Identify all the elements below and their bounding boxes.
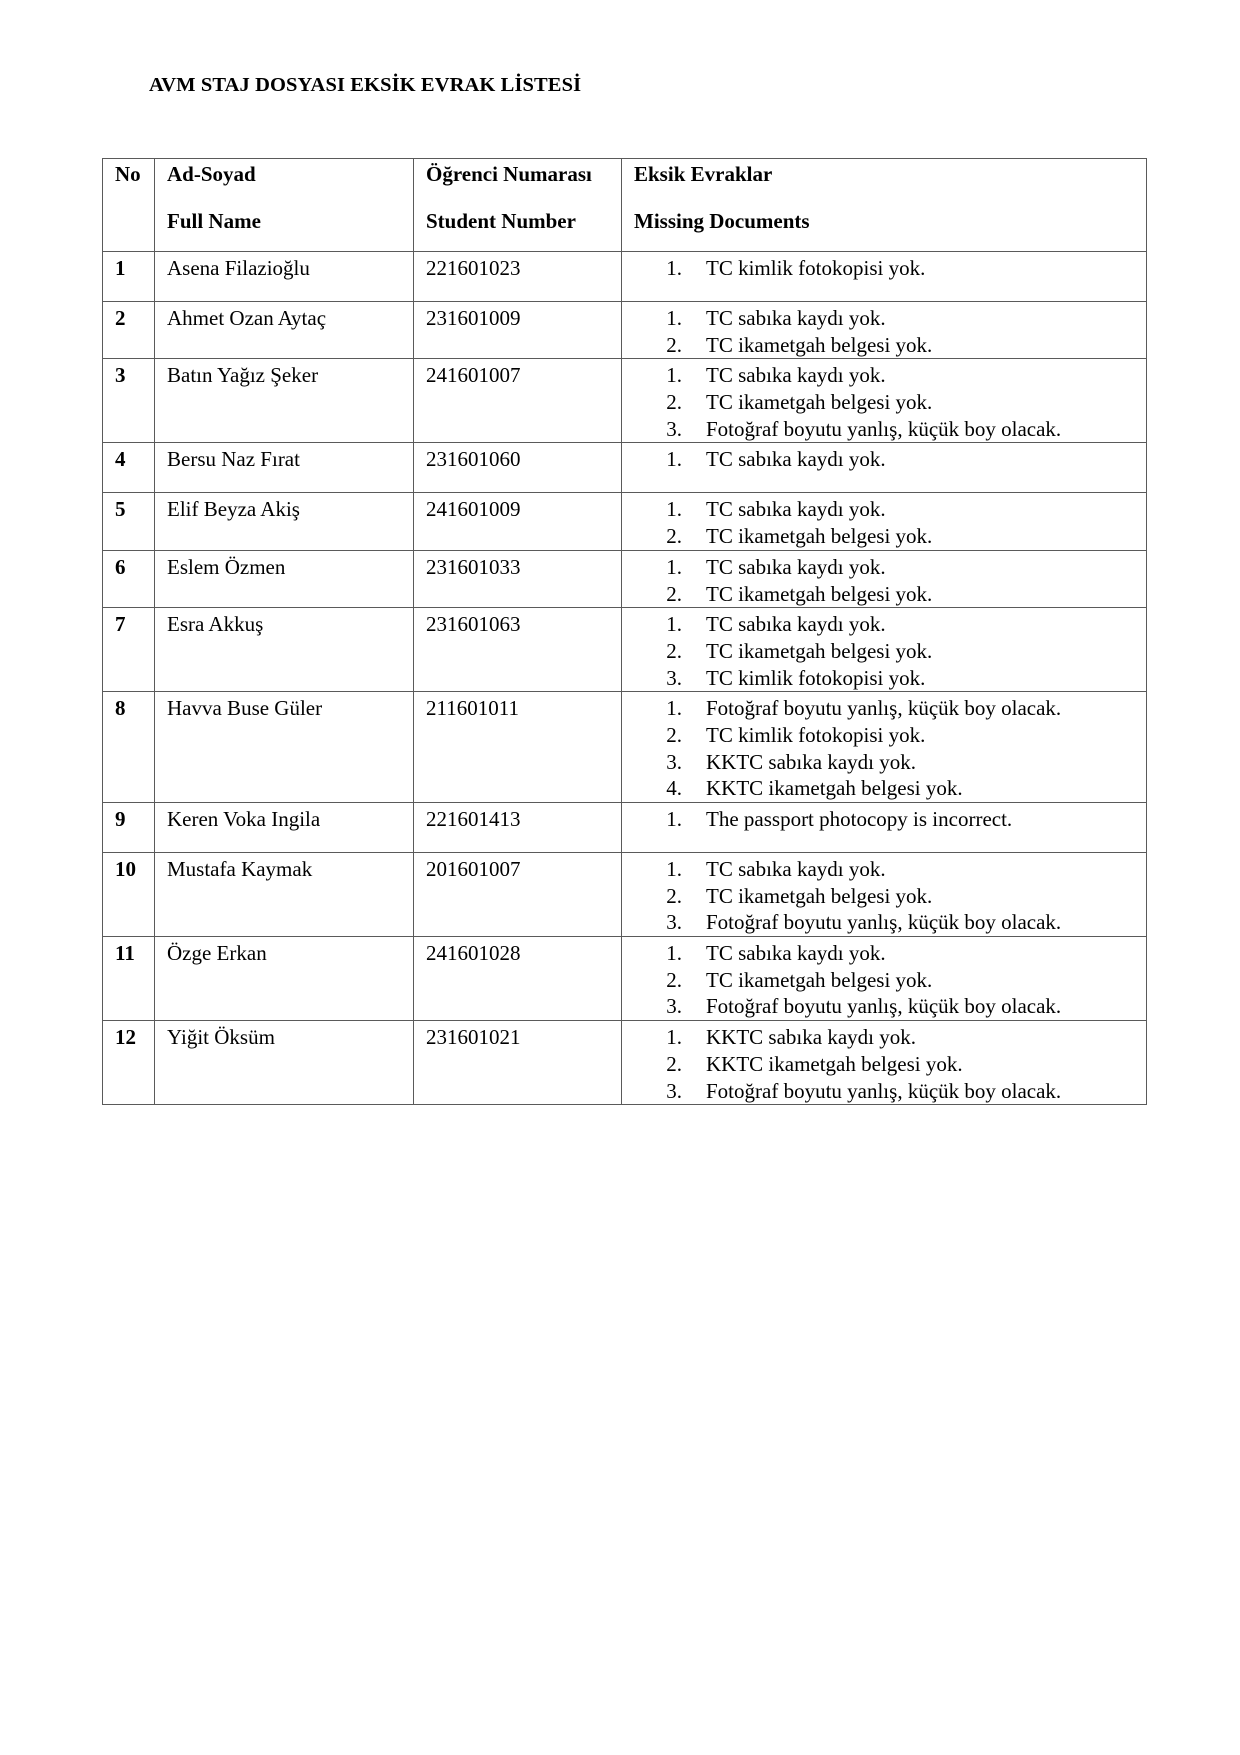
header-number-tr: Öğrenci Numarası bbox=[426, 162, 592, 186]
list-item-text: TC sabıka kaydı yok. bbox=[706, 554, 886, 579]
list-item-text: The passport photocopy is incorrect. bbox=[706, 807, 1013, 831]
cell-missing-documents bbox=[622, 302, 1147, 359]
list-item-text: TC sabıka kaydı yok. bbox=[706, 612, 886, 637]
cell-missing-documents bbox=[622, 853, 1147, 937]
cell-no: 3 bbox=[103, 359, 155, 443]
cell-missing-documents bbox=[622, 937, 1147, 1021]
list-item-number: 3. bbox=[666, 749, 682, 774]
list-item-number: 4. bbox=[666, 776, 682, 801]
list-item-number: 2. bbox=[666, 883, 682, 908]
missing-documents-table bbox=[102, 158, 1147, 1105]
missing-documents-list bbox=[634, 446, 1146, 473]
list-item-text: TC sabıka kaydı yok. bbox=[706, 497, 886, 522]
list-item bbox=[634, 749, 1146, 776]
cell-no: 2 bbox=[103, 302, 155, 359]
cell-missing-documents bbox=[622, 692, 1147, 803]
missing-documents-list bbox=[634, 1024, 1146, 1104]
cell-student-number: 231601033 bbox=[414, 550, 622, 607]
cell-missing-documents bbox=[622, 550, 1147, 607]
list-item-number: 3. bbox=[666, 994, 682, 1019]
list-item-text: KKTC ikametgah belgesi yok. bbox=[706, 776, 963, 801]
header-student-number bbox=[414, 159, 622, 252]
list-item bbox=[634, 446, 1146, 473]
cell-no: 4 bbox=[103, 443, 155, 493]
table-row bbox=[103, 359, 1147, 443]
list-item-number: 1. bbox=[666, 306, 682, 330]
list-item bbox=[634, 523, 1146, 550]
header-docs-en: Missing Documents bbox=[634, 208, 810, 233]
list-item-text: TC ikametgah belgesi yok. bbox=[706, 332, 933, 357]
list-item-number: 1. bbox=[666, 941, 682, 966]
list-item bbox=[634, 909, 1146, 936]
table-row bbox=[103, 1021, 1147, 1105]
list-item-number: 1. bbox=[666, 497, 682, 522]
cell-full-name: Mustafa Kaymak bbox=[155, 853, 414, 937]
list-item bbox=[634, 1051, 1146, 1078]
list-item-number: 2. bbox=[666, 390, 682, 415]
list-item-text: TC sabıka kaydı yok. bbox=[706, 363, 886, 388]
table-row bbox=[103, 443, 1147, 493]
list-item bbox=[634, 416, 1146, 443]
list-item-number: 1. bbox=[666, 256, 682, 280]
list-item-number: 2. bbox=[666, 524, 682, 549]
header-number-en: Student Number bbox=[426, 208, 576, 233]
list-item-number: 1. bbox=[666, 807, 682, 831]
list-item bbox=[634, 362, 1146, 389]
list-item bbox=[634, 993, 1146, 1020]
table-row bbox=[103, 252, 1147, 302]
cell-no: 5 bbox=[103, 493, 155, 550]
list-item-text: TC ikametgah belgesi yok. bbox=[706, 390, 933, 415]
cell-full-name: Eslem Özmen bbox=[155, 550, 414, 607]
cell-student-number: 241601028 bbox=[414, 937, 622, 1021]
cell-missing-documents bbox=[622, 803, 1147, 853]
missing-documents-list bbox=[634, 856, 1146, 936]
list-item-number: 2. bbox=[666, 1051, 682, 1076]
table-row bbox=[103, 302, 1147, 359]
list-item bbox=[634, 1078, 1146, 1105]
list-item-text: KKTC sabıka kaydı yok. bbox=[706, 1025, 916, 1050]
list-item-number: 3. bbox=[666, 416, 682, 441]
list-item bbox=[634, 856, 1146, 883]
list-item bbox=[634, 695, 1146, 722]
cell-full-name: Bersu Naz Fırat bbox=[155, 443, 414, 493]
list-item-text: TC sabıka kaydı yok. bbox=[706, 306, 886, 330]
cell-full-name: Yiğit Öksüm bbox=[155, 1021, 414, 1105]
table-row bbox=[103, 937, 1147, 1021]
header-full-name bbox=[155, 159, 414, 252]
list-item bbox=[634, 665, 1146, 692]
list-item-text: Fotoğraf boyutu yanlış, küçük boy olacak. bbox=[706, 910, 1062, 935]
table-header-row bbox=[103, 159, 1147, 252]
cell-no: 9 bbox=[103, 803, 155, 853]
list-item-text: TC ikametgah belgesi yok. bbox=[706, 967, 933, 992]
table-row bbox=[103, 803, 1147, 853]
header-no bbox=[103, 159, 155, 252]
table-row bbox=[103, 692, 1147, 803]
cell-missing-documents bbox=[622, 608, 1147, 692]
list-item bbox=[634, 967, 1146, 994]
list-item-number: 3. bbox=[666, 665, 682, 690]
list-item bbox=[634, 1024, 1146, 1051]
missing-documents-list bbox=[634, 496, 1146, 549]
table-row bbox=[103, 550, 1147, 607]
cell-no: 8 bbox=[103, 692, 155, 803]
cell-missing-documents bbox=[622, 359, 1147, 443]
list-item-text: TC kimlik fotokopisi yok. bbox=[706, 665, 926, 690]
header-name-tr: Ad-Soyad bbox=[167, 162, 256, 186]
list-item bbox=[634, 611, 1146, 638]
list-item-number: 2. bbox=[666, 581, 682, 606]
list-item bbox=[634, 554, 1146, 581]
cell-student-number: 231601021 bbox=[414, 1021, 622, 1105]
header-name-en: Full Name bbox=[167, 208, 261, 233]
cell-missing-documents bbox=[622, 493, 1147, 550]
cell-full-name: Ahmet Ozan Aytaç bbox=[155, 302, 414, 359]
missing-documents-list bbox=[634, 611, 1146, 691]
cell-full-name: Özge Erkan bbox=[155, 937, 414, 1021]
cell-no: 11 bbox=[103, 937, 155, 1021]
list-item-text: TC ikametgah belgesi yok. bbox=[706, 883, 933, 908]
list-item-number: 3. bbox=[666, 910, 682, 935]
list-item-number: 2. bbox=[666, 722, 682, 747]
list-item bbox=[634, 305, 1146, 332]
cell-no: 1 bbox=[103, 252, 155, 302]
cell-no: 10 bbox=[103, 853, 155, 937]
list-item-number: 1. bbox=[666, 554, 682, 579]
list-item-text: TC kimlik fotokopisi yok. bbox=[706, 722, 926, 747]
missing-documents-list bbox=[634, 806, 1146, 833]
missing-documents-list bbox=[634, 695, 1146, 802]
header-docs-tr: Eksik Evraklar bbox=[634, 162, 773, 186]
list-item-text: TC ikametgah belgesi yok. bbox=[706, 638, 933, 663]
list-item bbox=[634, 332, 1146, 359]
cell-student-number: 231601060 bbox=[414, 443, 622, 493]
missing-documents-list bbox=[634, 940, 1146, 1020]
list-item-text: Fotoğraf boyutu yanlış, küçük boy olacak. bbox=[706, 994, 1062, 1019]
list-item-text: Fotoğraf boyutu yanlış, küçük boy olacak. bbox=[706, 416, 1062, 441]
list-item bbox=[634, 806, 1146, 833]
list-item-number: 1. bbox=[666, 1025, 682, 1050]
list-item bbox=[634, 775, 1146, 802]
list-item bbox=[634, 255, 1146, 282]
list-item bbox=[634, 883, 1146, 910]
list-item-number: 2. bbox=[666, 967, 682, 992]
cell-missing-documents bbox=[622, 443, 1147, 493]
missing-documents-list bbox=[634, 362, 1146, 442]
cell-student-number: 201601007 bbox=[414, 853, 622, 937]
cell-missing-documents bbox=[622, 1021, 1147, 1105]
list-item-text: KKTC sabıka kaydı yok. bbox=[706, 749, 916, 774]
list-item bbox=[634, 940, 1146, 967]
table-row bbox=[103, 853, 1147, 937]
list-item-text: Fotoğraf boyutu yanlış, küçük boy olacak. bbox=[706, 696, 1062, 721]
cell-missing-documents bbox=[622, 252, 1147, 302]
table-row bbox=[103, 493, 1147, 550]
list-item-number: 1. bbox=[666, 363, 682, 388]
cell-full-name: Esra Akkuş bbox=[155, 608, 414, 692]
list-item-text: KKTC ikametgah belgesi yok. bbox=[706, 1051, 963, 1076]
list-item-text: TC ikametgah belgesi yok. bbox=[706, 524, 933, 549]
cell-student-number: 241601009 bbox=[414, 493, 622, 550]
list-item-number: 1. bbox=[666, 857, 682, 881]
cell-student-number: 211601011 bbox=[414, 692, 622, 803]
page-title: AVM STAJ DOSYASI EKSİK EVRAK LİSTESİ bbox=[149, 74, 582, 96]
cell-full-name: Keren Voka Ingila bbox=[155, 803, 414, 853]
cell-no: 6 bbox=[103, 550, 155, 607]
cell-student-number: 231601009 bbox=[414, 302, 622, 359]
table-body bbox=[103, 252, 1147, 1105]
cell-full-name: Asena Filazioğlu bbox=[155, 252, 414, 302]
list-item bbox=[634, 581, 1146, 608]
cell-full-name: Havva Buse Güler bbox=[155, 692, 414, 803]
cell-student-number: 221601023 bbox=[414, 252, 622, 302]
cell-no: 12 bbox=[103, 1021, 155, 1105]
header-no-label: No bbox=[115, 162, 141, 186]
table-row bbox=[103, 608, 1147, 692]
list-item bbox=[634, 722, 1146, 749]
list-item-text: TC sabıka kaydı yok. bbox=[706, 447, 886, 472]
list-item-text: TC kimlik fotokopisi yok. bbox=[706, 256, 926, 280]
list-item bbox=[634, 389, 1146, 416]
list-item-number: 2. bbox=[666, 332, 682, 357]
cell-student-number: 231601063 bbox=[414, 608, 622, 692]
cell-student-number: 221601413 bbox=[414, 803, 622, 853]
missing-documents-list bbox=[634, 554, 1146, 607]
list-item-number: 1. bbox=[666, 612, 682, 637]
cell-student-number: 241601007 bbox=[414, 359, 622, 443]
cell-full-name: Elif Beyza Akiş bbox=[155, 493, 414, 550]
list-item-number: 3. bbox=[666, 1078, 682, 1103]
list-item bbox=[634, 638, 1146, 665]
list-item-text: TC ikametgah belgesi yok. bbox=[706, 581, 933, 606]
list-item-number: 1. bbox=[666, 447, 682, 472]
header-missing-documents bbox=[622, 159, 1147, 252]
list-item-number: 2. bbox=[666, 638, 682, 663]
cell-no: 7 bbox=[103, 608, 155, 692]
list-item-text: TC sabıka kaydı yok. bbox=[706, 857, 886, 881]
list-item-number: 1. bbox=[666, 696, 682, 721]
list-item-text: TC sabıka kaydı yok. bbox=[706, 941, 886, 966]
cell-full-name: Batın Yağız Şeker bbox=[155, 359, 414, 443]
missing-documents-list bbox=[634, 255, 1146, 282]
list-item-text: Fotoğraf boyutu yanlış, küçük boy olacak. bbox=[706, 1078, 1062, 1103]
missing-documents-list bbox=[634, 305, 1146, 358]
list-item bbox=[634, 496, 1146, 523]
